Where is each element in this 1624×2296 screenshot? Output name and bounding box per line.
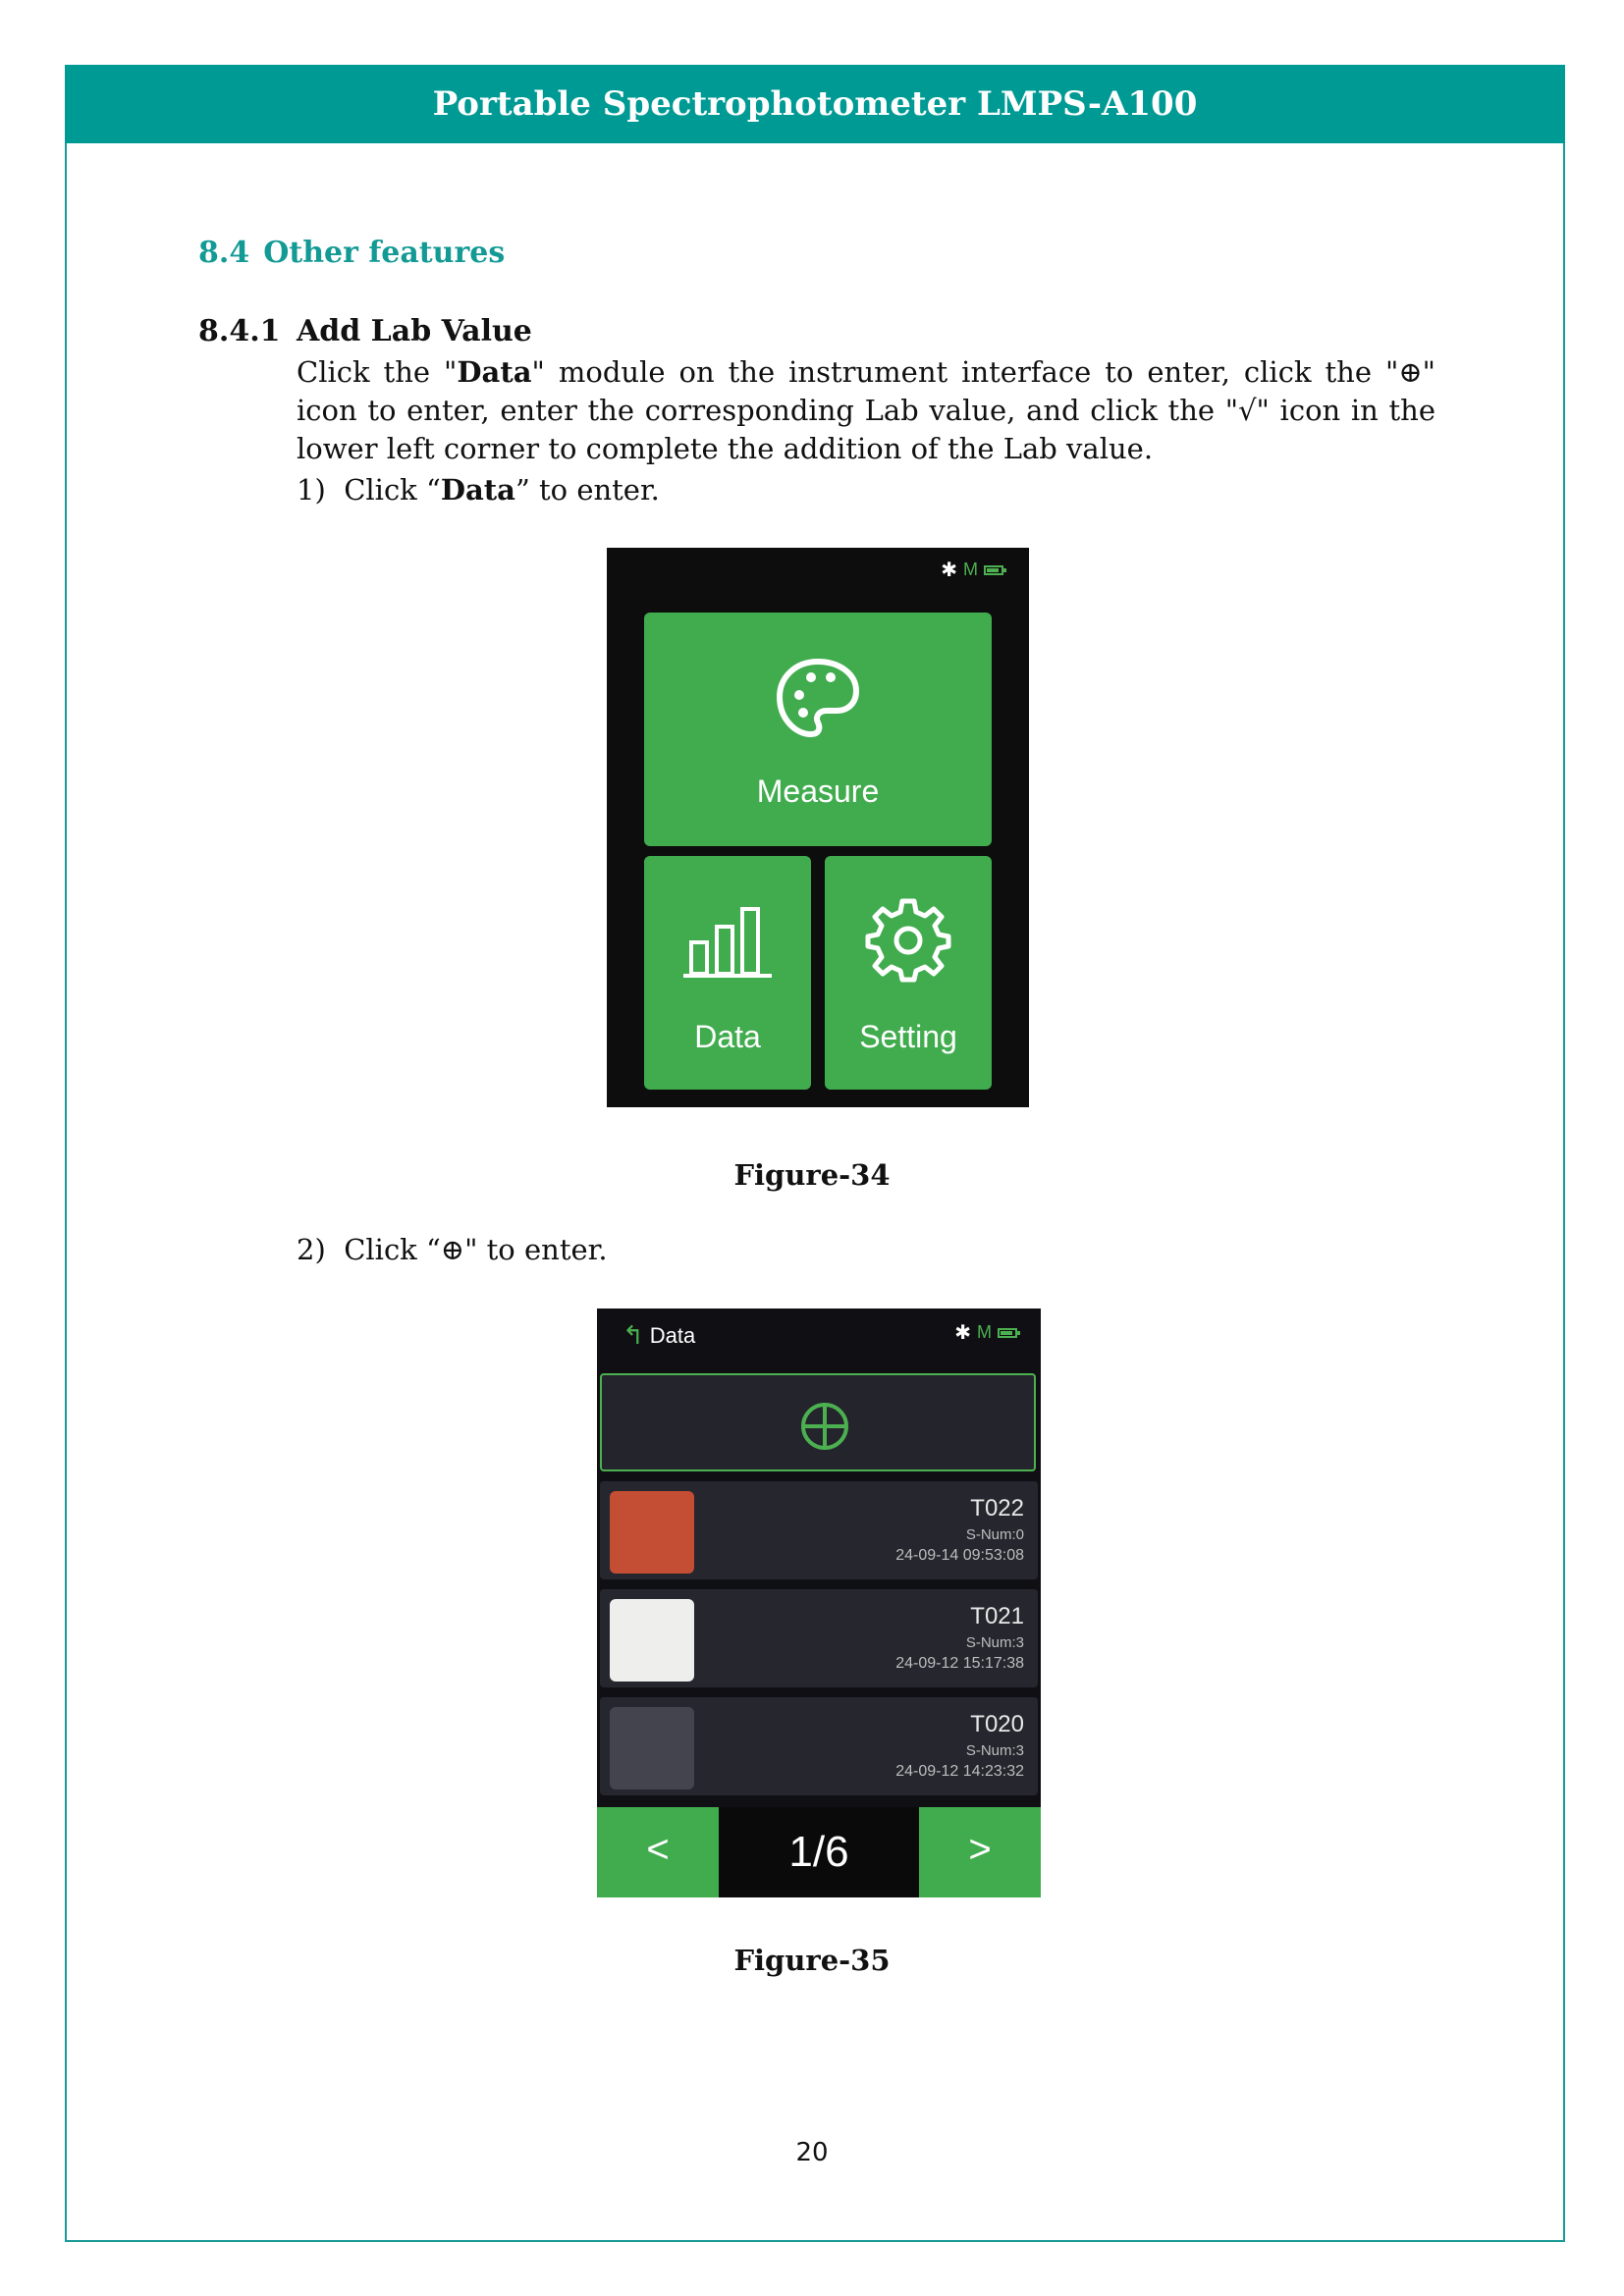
pagination-bar	[597, 1807, 1041, 1897]
step-1-word: Data	[440, 473, 515, 507]
subsection-title: Add Lab Value	[297, 314, 532, 348]
record-name: T022	[970, 1495, 1024, 1522]
record-time: 24-09-12 15:17:38	[895, 1655, 1024, 1672]
step-2	[297, 1233, 608, 1266]
record-time: 24-09-14 09:53:08	[895, 1547, 1024, 1564]
step-2-text: Click “⊕" to enter.	[344, 1233, 608, 1266]
mode-indicator: M	[963, 560, 978, 579]
record-row[interactable]	[600, 1481, 1038, 1579]
step-2-number: 2)	[297, 1233, 326, 1266]
figure-34-screen	[607, 548, 1029, 1107]
palette-icon	[774, 654, 862, 742]
measure-label: Measure	[756, 774, 880, 809]
back-label: Data	[649, 1322, 696, 1348]
back-arrow-icon: ↰	[623, 1320, 644, 1350]
next-page-button[interactable]: >	[919, 1807, 1041, 1897]
intro-data-word: Data	[457, 355, 532, 389]
page-indicator: 1/6	[788, 1828, 849, 1876]
subsection-number: 8.4.1	[198, 314, 281, 348]
gear-icon	[864, 895, 952, 984]
record-row[interactable]	[600, 1697, 1038, 1795]
figure-34-caption: Figure-34	[733, 1158, 891, 1192]
status-bar	[954, 1320, 1017, 1345]
intro-text-2: " module on the instrument interface to enter, click the "⊕" icon to enter, enter the corresponding Lab value, and click the "√" icon in the lower left corner to complete the addition of the Lab value.	[297, 355, 1436, 465]
setting-tile[interactable]	[825, 856, 992, 1090]
bar-chart-icon	[683, 901, 774, 980]
measure-tile[interactable]	[644, 613, 992, 846]
record-time: 24-09-12 14:23:32	[895, 1763, 1024, 1780]
step-1-number: 1)	[297, 473, 326, 507]
status-bar	[941, 558, 1003, 582]
back-button[interactable]	[623, 1320, 695, 1351]
record-name: T021	[970, 1603, 1024, 1629]
color-swatch	[610, 1491, 694, 1574]
step-1-post: ” to enter.	[514, 473, 660, 507]
section-heading	[198, 236, 505, 270]
subsection-heading	[198, 314, 532, 348]
data-tile[interactable]	[644, 856, 811, 1090]
record-row[interactable]	[600, 1589, 1038, 1687]
color-swatch	[610, 1707, 694, 1789]
bluetooth-icon: ✱	[954, 1322, 971, 1344]
record-snum: S-Num:0	[965, 1526, 1024, 1543]
add-circle-icon	[800, 1402, 849, 1451]
step-1-pre: Click “	[344, 473, 441, 507]
color-swatch	[610, 1599, 694, 1682]
figure-35-screen	[597, 1308, 1041, 1897]
bluetooth-icon: ✱	[941, 560, 957, 581]
step-1	[297, 473, 660, 507]
record-snum: S-Num:3	[965, 1634, 1024, 1651]
record-name: T020	[970, 1711, 1024, 1737]
data-screen-header	[597, 1308, 1041, 1363]
intro-text-1: Click the "	[297, 355, 458, 389]
mode-indicator: M	[977, 1322, 992, 1342]
intro-paragraph	[297, 353, 1435, 468]
document-header: Portable Spectrophotometer LMPS-A100	[65, 65, 1565, 143]
add-record-button[interactable]	[600, 1373, 1036, 1471]
setting-label: Setting	[859, 1019, 957, 1054]
prev-page-button[interactable]: <	[597, 1807, 719, 1897]
section-title: Other features	[263, 236, 506, 270]
data-label: Data	[694, 1019, 761, 1054]
record-snum: S-Num:3	[965, 1742, 1024, 1759]
figure-35-caption: Figure-35	[733, 1944, 891, 1977]
battery-icon	[984, 565, 1003, 575]
page-number: 20	[795, 2138, 829, 2167]
section-number: 8.4	[198, 236, 250, 270]
battery-icon	[998, 1328, 1017, 1338]
